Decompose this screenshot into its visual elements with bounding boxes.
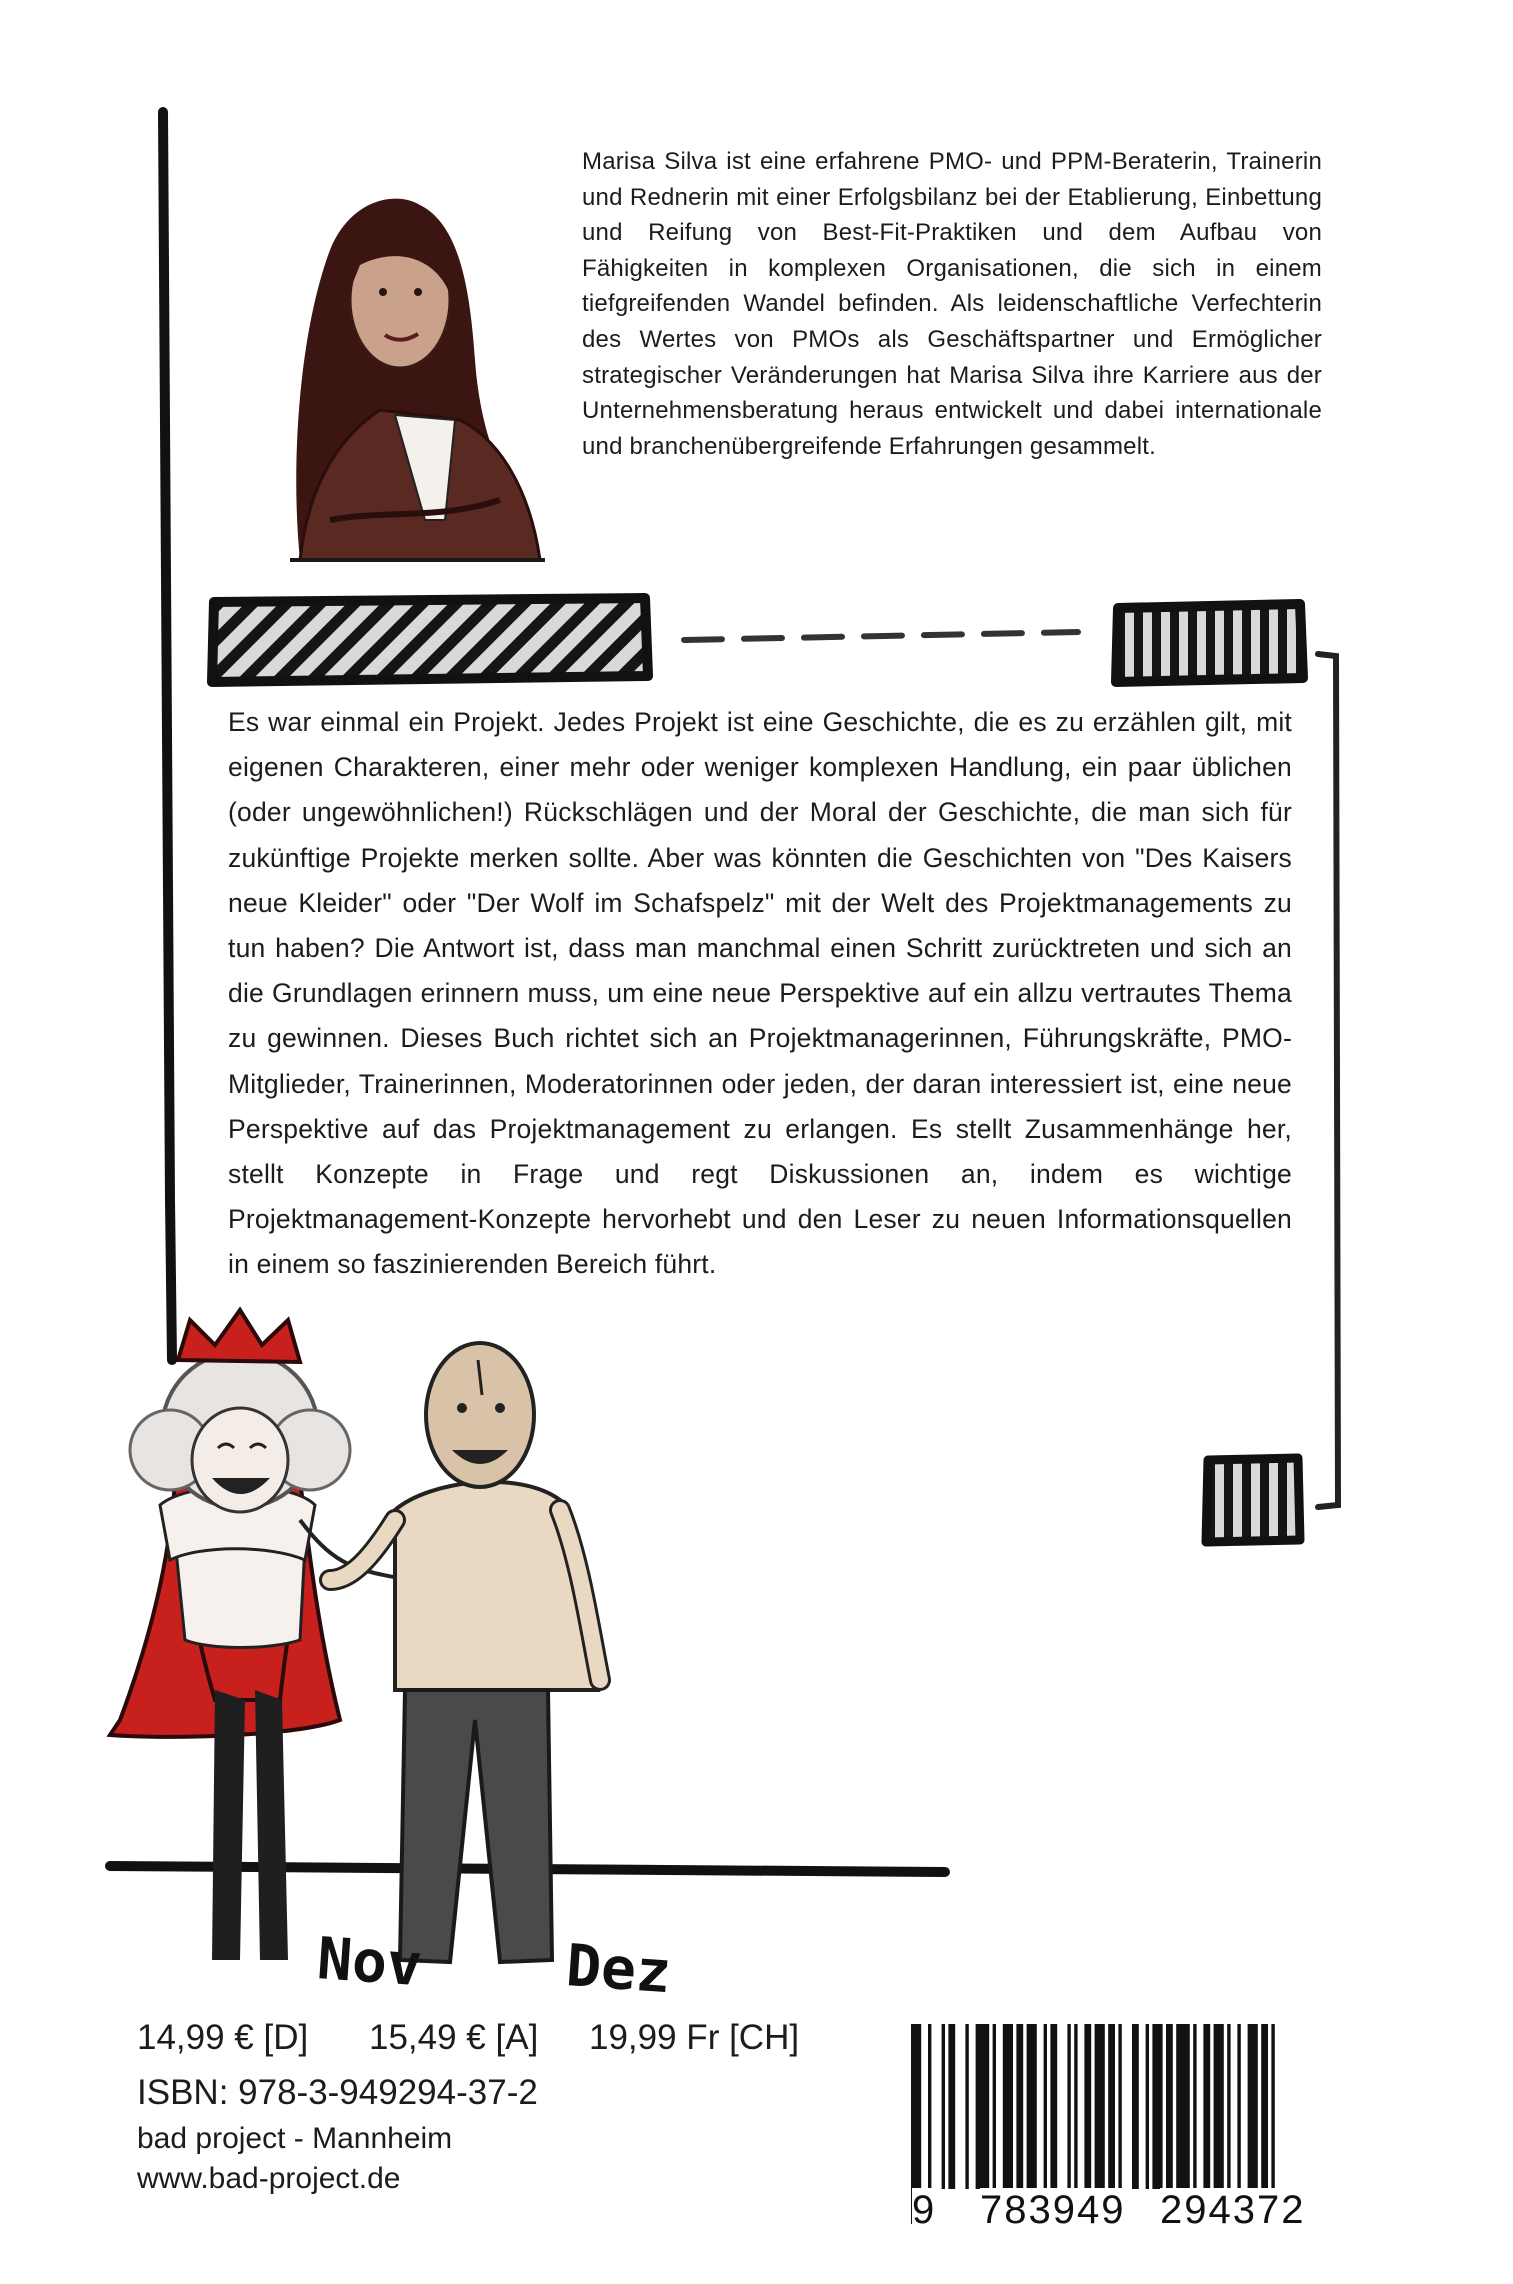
timeline-label-nov: Nov	[315, 1924, 425, 2000]
price-germany: 14,99 € [D]	[137, 2018, 309, 2057]
barcode-bar	[1146, 2024, 1149, 2189]
hatched-bar-right	[1116, 604, 1303, 682]
barcode-bar	[1248, 2024, 1258, 2189]
price-switzerland: 19,99 Fr [CH]	[589, 2018, 800, 2057]
barcode-bar	[976, 2024, 990, 2189]
dashed-connector	[684, 632, 1078, 640]
barcode-bar	[1227, 2024, 1230, 2189]
barcode-left-group: 783949	[980, 2188, 1126, 2232]
barcode-bar	[1214, 2024, 1224, 2189]
barcode-bar	[1193, 2024, 1196, 2189]
barcode-bar	[1074, 2024, 1077, 2189]
barcode-right-group: 294372	[1160, 2188, 1306, 2232]
timeline-vertical-axis	[163, 112, 172, 1360]
barcode-bar	[1261, 2024, 1268, 2189]
barcode-bar	[1132, 2024, 1139, 2189]
book-blurb: Es war einmal ein Projekt. Jedes Projekt ist eine Geschichte, die es zu erzählen gilt, mit eigenen Charakteren, einer mehr oder weniger komplexen Handlung, ein paar üblichen (oder ungewöhnlichen!) Rückschlägen und der Moral der Geschichte, die man sich für zukünftige Projekte merken sollte. Aber was könnten die Geschichten von "Des Kaisers neue Kleider" oder "Der Wolf im Schafspelz" mit der Welt des Projektmanagements zu tun haben? Die Antwort ist, dass man manchmal einen Schritt zurücktreten und sich an die Grundlagen erinnern muss, um eine neue Perspektive auf ein allzu vertrautes Thema zu gewinnen. Dieses Buch richtet sich an Projektmanagerinnen, Führungskräfte, PMO-Mitglieder, Trainerinnen, Moderatorinnen oder jeden, der daran interessiert ist, eine neue Perspektive auf das Projektmanagement zu erlangen. Es stellt Zusammenhänge her, stellt Konzepte in Frage und regt Diskussionen an, indem es wichtige Projektmanagement-Konzepte hervorhebt und den Leser zu neuen Informationsquellen in einem so faszinierenden Bereich führt.	[228, 707, 1292, 1280]
hatched-bar-left	[212, 598, 648, 682]
barcode-bar	[1044, 2024, 1047, 2189]
barcode-bar	[1118, 2024, 1121, 2189]
price-row	[137, 2018, 799, 2058]
barcode-bar	[1016, 2024, 1023, 2189]
author-bio: Marisa Silva ist eine erfahrene PMO- und PPM-Beraterin, Trainerin und Rednerin mit einer Erfolgsbilanz bei der Etablierung, Einbettung und Reifung von Best-Fit-Praktiken und dem Aufbau von Fähigkeiten in komplexen Organisationen, die sich in einem tiefgreifenden Wandel befinden. Als leidenschaftliche Verfechterin des Wertes von PMOs als Geschäftspartner und Ermöglicher strategischer Veränderungen hat Marisa Silva ihre Karriere aus der Unternehmensberatung heraus entwickelt und dabei internationale und branchenübergreifende Erfahrungen gesammelt.	[582, 148, 1322, 460]
barcode-bar	[942, 2024, 945, 2189]
barcode-bar	[1237, 2024, 1240, 2189]
right-bracket	[1318, 654, 1338, 1507]
barcode-bar	[1166, 2024, 1173, 2189]
barcode-bar	[1050, 2024, 1057, 2189]
publisher: bad project - Mannheim	[137, 2122, 453, 2155]
barcode-bar	[1003, 2024, 1013, 2189]
author-portrait	[290, 199, 545, 560]
barcode-bar	[1027, 2024, 1037, 2189]
barcode-bar	[1152, 2024, 1162, 2189]
barcode-bar	[1203, 2024, 1210, 2189]
small-striped-block	[1206, 1458, 1300, 1542]
timeline-label-dez: Dez	[564, 1931, 674, 2007]
barcode-bar	[993, 2024, 996, 2189]
barcode-bar	[965, 2024, 968, 2189]
barcode-first-digit: 9	[912, 2188, 937, 2232]
barcode-bar	[948, 2024, 955, 2189]
barcode-bar	[1176, 2024, 1190, 2189]
price-austria: 15,49 € [A]	[369, 2018, 539, 2057]
barcode-bar	[1067, 2024, 1070, 2189]
barcode-bar	[1084, 2024, 1091, 2189]
publisher-website: www.bad-project.de	[137, 2162, 401, 2195]
isbn: ISBN: 978-3-949294-37-2	[137, 2073, 538, 2112]
